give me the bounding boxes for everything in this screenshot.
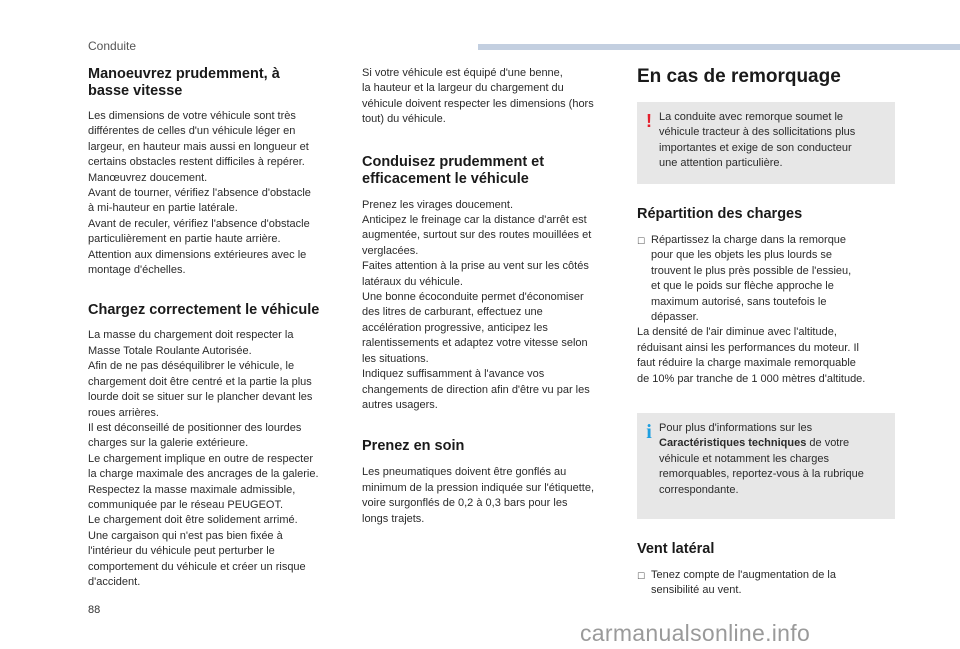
paragraph-chargez: La masse du chargement doit respecter la Masse Totale Roulante Autorisée. Afin de ne pas déséquilibrer le véhicule, le chargement doit être centré et la partie la plus lourde doit se situer sur le plancher devant les roues arrières. Il est déconseillé de positionner des lourdes charges sur la galerie extérieure. Le chargement implique en outre de respecter la charge maximale des ancrages de la galerie. Respectez la masse maximale admissible, communiquée par le réseau PEUGEOT. Le chargement doit être solidement arrimé. Une cargaison qui n'est pas bien fixée à l'intérieur du véhicule peut perturber le comportement du véhicule et créer un risque d'accident. xyxy=(88,329,319,588)
info-link-caracteristiques: Caractéristiques techniques xyxy=(659,437,807,450)
heading-remorquage: En cas de remorquage xyxy=(637,66,841,87)
heading-repartition: Répartition des charges xyxy=(637,206,803,222)
heading-conduisez: Conduisez prudemment et efficacement le véhicule xyxy=(362,153,545,187)
paragraph-densite: La densité de l'air diminue avec l'altitude, réduisant ainsi les performances du moteur. Il faut réduire la charge maximale remorquable de 10% par tranche de 1 000 mètres d'altitude. xyxy=(637,326,866,385)
checkbox-bullet-icon: ☐ xyxy=(637,571,646,582)
info-icon: i xyxy=(646,421,652,444)
page-number: 88 xyxy=(88,604,101,616)
info-text xyxy=(659,421,885,498)
bullet-vent-text: Tenez compte de l'augmentation de la sensibilité au vent. xyxy=(651,569,836,597)
column-2 xyxy=(362,66,622,527)
heading-chargez: Chargez correctement le véhicule xyxy=(88,302,320,319)
info-text-end: de votre véhicule et notamment les charges remorquables, reportez-vous à la rubrique correspondante. xyxy=(659,437,864,496)
paragraph-benne: Si votre véhicule est équipé d'une benne, la hauteur et la largeur du chargement du véhicule doivent respecter les dimensions (hors tout) du véhicule. xyxy=(362,67,594,126)
info-note xyxy=(637,413,895,519)
header-bar xyxy=(478,44,960,50)
bullet-repartition-text: Répartissez la charge dans la remorque pour que les objets les plus lourds se trouvent le plus près possible de l'essieu, et que le poids sur flèche approche le maximum autorisé, sans toutefois le dépasser. xyxy=(651,234,852,324)
paragraph-conduisez: Prenez les virages doucement. Anticipez le freinage car la distance d'arrêt est augmentée, surtout sur des routes mouillées et verglacées. Faites attention à la prise au vent sur les côtés latéraux du véhicule. Une bonne écoconduite permet d'économiser des litres de carburant, effectuez une accélération progressive, anticipez les ralentissements et adaptez votre vitesse selon les situations. Indiquez suffisamment à l'avance vos changements de direction afin d'être vu par les autres usagers. xyxy=(362,198,592,411)
section-label: Conduite xyxy=(88,39,137,53)
paragraph-manoeuvrez: Les dimensions de votre véhicule sont très différentes de celles d'un véhicule léger en largeur, en hauteur mais aussi en longueur et certains obstacles restent difficiles à repérer. Manœuvrez doucement. Avant de tourner, vérifiez l'absence d'obstacle à mi-hauteur en partie latérale. Avant de reculer, vérifiez l'absence d'obstacle particulièrement en partie haute arrière. Attention aux dimensions extérieures avec le montage d'échelles. xyxy=(88,110,311,277)
heading-prenez-soin: Prenez en soin xyxy=(362,438,465,455)
bullet-vent xyxy=(637,568,895,599)
watermark: carmanualsonline.info xyxy=(580,620,811,646)
bullet-repartition xyxy=(637,233,895,325)
checkbox-bullet-icon: ☐ xyxy=(637,236,646,246)
column-1 xyxy=(88,66,350,590)
column-3 xyxy=(637,66,895,599)
info-text-start: Pour plus d'informations sur les xyxy=(659,422,813,435)
exclamation-icon: ! xyxy=(646,111,652,131)
paragraph-prenez-soin: Les pneumatiques doivent être gonflés au minimum de la pression indiquée sur l'étiquette, voire surgonflés de 0,2 à 0,3 bars pour les longs trajets. xyxy=(362,466,594,525)
heading-vent-lateral: Vent latéral xyxy=(637,541,715,558)
warning-note xyxy=(637,102,895,184)
heading-manoeuvrez: Manoeuvrez prudemment, à basse vitesse xyxy=(88,66,280,99)
warning-text: La conduite avec remorque soumet le véhicule tracteur à des sollicitations plus importantes et exige de son conducteur une attention particulière. xyxy=(659,111,856,170)
